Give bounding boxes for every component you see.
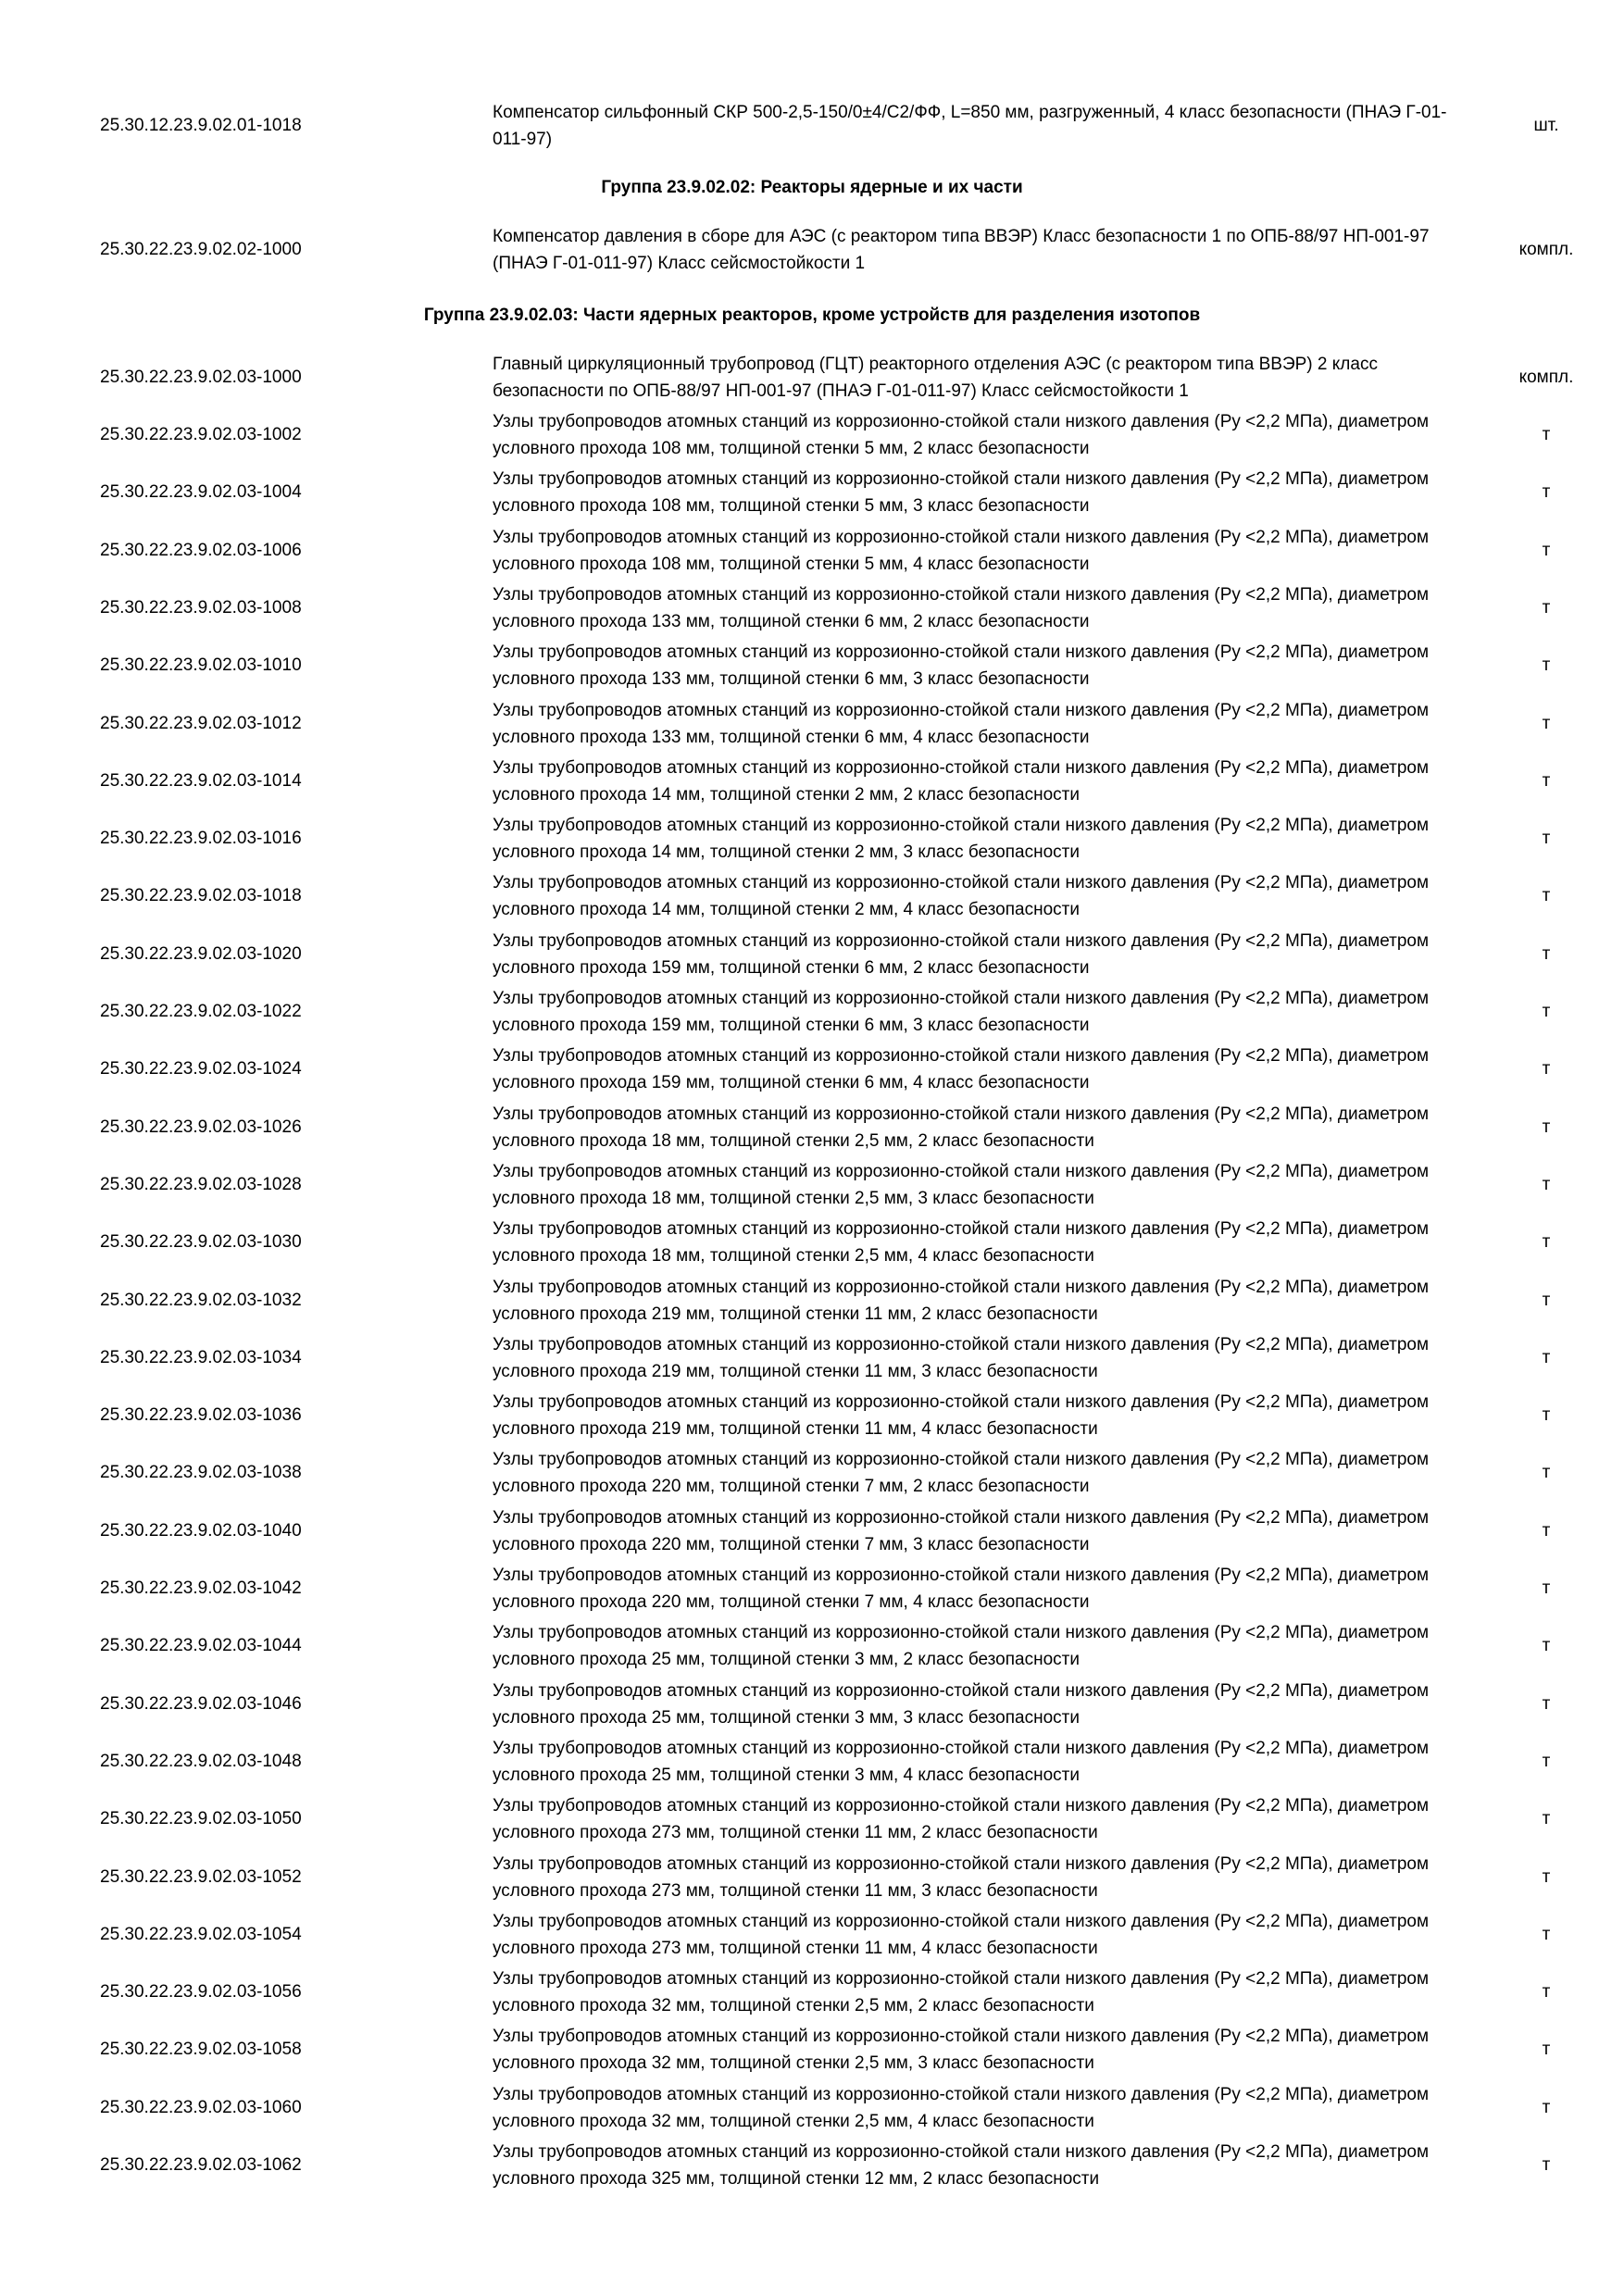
resource-code: 25.30.22.23.9.02.03-1050: [100, 1809, 302, 1829]
unit-of-measure: т: [1542, 829, 1551, 849]
table-row: [0, 1964, 1624, 2021]
resource-code: 25.30.22.23.9.02.03-1030: [100, 1232, 302, 1253]
unit-of-measure: т: [1542, 2040, 1551, 2060]
table-row: [0, 1444, 1624, 1502]
unit-of-measure: т: [1542, 425, 1551, 444]
resource-code: 25.30.22.23.9.02.03-1044: [100, 1636, 302, 1656]
resource-code: 25.30.22.23.9.02.03-1016: [100, 829, 302, 849]
table-row: [0, 1849, 1624, 1906]
resource-description: Узлы трубопроводов атомных станций из коррозионно-стойкой стали низкого давления (Ру <2,2 МПа), диаметром условного прохода 219 мм, толщиной стенки 11 мм, 4 класс безопасности: [493, 1392, 1430, 1440]
table-row: [0, 1791, 1624, 1848]
unit-of-measure: т: [1542, 1693, 1551, 1714]
unit-of-measure: т: [1542, 1174, 1551, 1194]
resource-description: Узлы трубопроводов атомных станций из коррозионно-стойкой стали низкого давления (Ру <2,2 МПа), диаметром условного прохода 220 мм, толщиной стенки 7 мм, 4 класс безопасности: [493, 1566, 1430, 1612]
table-row: [0, 1156, 1624, 1214]
resource-code: 25.30.22.23.9.02.03-1022: [100, 1002, 302, 1021]
resource-code: 25.30.22.23.9.02.03-1036: [100, 1405, 302, 1426]
table-row: [0, 1617, 1624, 1675]
resource-description: Узлы трубопроводов атомных станций из коррозионно-стойкой стали низкого давления (Ру <2,2 МПа), диаметром условного прохода 18 мм, толщиной стенки 2,5 мм, 3 класс безопасности: [493, 1161, 1430, 1208]
table-row: [0, 1906, 1624, 1964]
table-row: [0, 1733, 1624, 1791]
resource-description: Главный циркуляционный трубопровод (ГЦТ) реакторного отделения АЭС (с реактором типа ВВЭР) 2 класс безопасности по ОПБ-88/97 НП-001-97 (ПНАЭ Г-01-011-97) Класс сейсмостойкости 1: [493, 355, 1378, 401]
resource-description: Узлы трубопроводов атомных станций из коррозионно-стойкой стали низкого давления (Ру <2,2 МПа), диаметром условного прохода 32 мм, толщиной стенки 2,5 мм, 4 класс безопасности: [493, 2084, 1430, 2131]
resource-description: Узлы трубопроводов атомных станций из коррозионно-стойкой стали низкого давления (Ру <2,2 МПа), диаметром условного прохода 273 мм, толщиной стенки 11 мм, 3 класс безопасности: [493, 1853, 1430, 1901]
resource-code: 25.30.22.23.9.02.03-1038: [100, 1463, 302, 1483]
table-row: [0, 2137, 1624, 2194]
resource-description: Узлы трубопроводов атомных станций из коррозионно-стойкой стали низкого давления (Ру <2,2 МПа), диаметром условного прохода 14 мм, толщиной стенки 2 мм, 3 класс безопасности: [493, 816, 1430, 863]
resource-code: 25.30.22.23.9.02.03-1046: [100, 1693, 302, 1714]
resource-description: Узлы трубопроводов атомных станций из коррозионно-стойкой стали низкого давления (Ру <2,2 МПа), диаметром условного прохода 133 мм, толщиной стенки 6 мм, 4 класс безопасности: [493, 700, 1430, 747]
table-row: [0, 1560, 1624, 1617]
resource-code: 25.30.12.23.9.02.01-1018: [100, 116, 302, 135]
resource-code: 25.30.22.23.9.02.03-1054: [100, 1924, 302, 1944]
resource-description: Узлы трубопроводов атомных станций из коррозионно-стойкой стали низкого давления (Ру <2,2 МПа), диаметром условного прохода 25 мм, толщиной стенки 3 мм, 2 класс безопасности: [493, 1623, 1430, 1670]
table-row: [0, 97, 1624, 155]
table-row: [0, 1099, 1624, 1156]
unit-of-measure: т: [1542, 1405, 1551, 1426]
table-row: [0, 406, 1624, 464]
table-row: [0, 695, 1624, 753]
resource-description: Узлы трубопроводов атомных станций из коррозионно-стойкой стали низкого давления (Ру <2,2 МПа), диаметром условного прохода 25 мм, толщиной стенки 3 мм, 3 класс безопасности: [493, 1680, 1430, 1728]
unit-of-measure: компл.: [1518, 240, 1574, 259]
resource-code: 25.30.22.23.9.02.03-1020: [100, 943, 302, 964]
unit-of-measure: т: [1542, 540, 1551, 560]
resource-code: 25.30.22.23.9.02.03-1040: [100, 1520, 302, 1541]
resource-description: Узлы трубопроводов атомных станций из коррозионно-стойкой стали низкого давления (Ру <2,2 МПа), диаметром условного прохода 32 мм, толщиной стенки 2,5 мм, 2 класс безопасности: [493, 1969, 1430, 2016]
unit-of-measure: т: [1542, 943, 1551, 964]
resource-code: 25.30.22.23.9.02.03-1052: [100, 1866, 302, 1887]
table-row: [0, 983, 1624, 1041]
unit-of-measure: т: [1542, 597, 1551, 618]
resource-description: Узлы трубопроводов атомных станций из коррозионно-стойкой стали низкого давления (Ру <2,2 МПа), диаметром условного прохода 325 мм, толщиной стенки 12 мм, 2 класс безопасности: [493, 2142, 1430, 2189]
resource-description: Узлы трубопроводов атомных станций из коррозионно-стойкой стали низкого давления (Ру <2,2 МПа), диаметром условного прохода 108 мм, толщиной стенки 5 мм, 3 класс безопасности: [493, 469, 1430, 517]
table-row: [0, 221, 1624, 279]
resource-description: Узлы трубопроводов атомных станций из коррозионно-стойкой стали низкого давления (Ру <2,2 МПа), диаметром условного прохода 273 мм, толщиной стенки 11 мм, 2 класс безопасности: [493, 1796, 1430, 1843]
table-row: [0, 464, 1624, 521]
unit-of-measure: компл.: [1518, 368, 1574, 387]
unit-of-measure: т: [1542, 886, 1551, 906]
table-row: [0, 1676, 1624, 1733]
unit-of-measure: т: [1542, 1866, 1551, 1887]
resource-description: Узлы трубопроводов атомных станций из коррозионно-стойкой стали низкого давления (Ру <2,2 МПа), диаметром условного прохода 133 мм, толщиной стенки 6 мм, 3 класс безопасности: [493, 643, 1430, 690]
unit-of-measure: т: [1542, 1520, 1551, 1541]
unit-of-measure: т: [1542, 2155, 1551, 2175]
table-row: [0, 522, 1624, 580]
unit-of-measure: т: [1542, 1982, 1551, 2003]
unit-of-measure: шт.: [1533, 116, 1559, 135]
resource-description: Узлы трубопроводов атомных станций из коррозионно-стойкой стали низкого давления (Ру <2,2 МПа), диаметром условного прохода 18 мм, толщиной стенки 2,5 мм, 4 класс безопасности: [493, 1219, 1430, 1267]
table-row: [0, 2021, 1624, 2078]
unit-of-measure: т: [1542, 1636, 1551, 1656]
group-heading: Группа 23.9.02.02: Реакторы ядерные и их части: [601, 178, 1023, 197]
table-row: [0, 637, 1624, 694]
resource-code: 25.30.22.23.9.02.03-1034: [100, 1347, 302, 1367]
table-row: [0, 926, 1624, 983]
resource-code: 25.30.22.23.9.02.03-1026: [100, 1117, 302, 1137]
unit-of-measure: т: [1542, 713, 1551, 733]
resource-description: Узлы трубопроводов атомных станций из коррозионно-стойкой стали низкого давления (Ру <2,2 МПа), диаметром условного прохода 219 мм, толщиной стенки 11 мм, 3 класс безопасности: [493, 1334, 1430, 1381]
resource-description: Узлы трубопроводов атомных станций из коррозионно-стойкой стали низкого давления (Ру <2,2 МПа), диаметром условного прохода 18 мм, толщиной стенки 2,5 мм, 2 класс безопасности: [493, 1104, 1430, 1151]
resource-description: Узлы трубопроводов атомных станций из коррозионно-стойкой стали низкого давления (Ру <2,2 МПа), диаметром условного прохода 32 мм, толщиной стенки 2,5 мм, 3 класс безопасности: [493, 2027, 1430, 2074]
resource-code: 25.30.22.23.9.02.03-1028: [100, 1174, 302, 1194]
table-row: [0, 1329, 1624, 1387]
resource-description: Узлы трубопроводов атомных станций из коррозионно-стойкой стали низкого давления (Ру <2,2 МПа), диаметром условного прохода 219 мм, толщиной стенки 11 мм, 2 класс безопасности: [493, 1277, 1430, 1324]
table-row: [0, 1214, 1624, 1271]
resource-code: 25.30.22.23.9.02.03-1058: [100, 2040, 302, 2060]
unit-of-measure: т: [1542, 770, 1551, 791]
resource-code: 25.30.22.23.9.02.03-1042: [100, 1578, 302, 1598]
unit-of-measure: т: [1542, 1002, 1551, 1021]
table-row: [0, 867, 1624, 925]
resource-description: Узлы трубопроводов атомных станций из коррозионно-стойкой стали низкого давления (Ру <2,2 МПа), диаметром условного прохода 273 мм, толщиной стенки 11 мм, 4 класс безопасности: [493, 1911, 1430, 1958]
table-row: [0, 1387, 1624, 1444]
unit-of-measure: т: [1542, 2097, 1551, 2117]
table-row: [0, 580, 1624, 637]
resource-code: 25.30.22.23.9.02.03-1010: [100, 655, 302, 676]
resource-code: 25.30.22.23.9.02.03-1006: [100, 540, 302, 560]
resource-description: Узлы трубопроводов атомных станций из коррозионно-стойкой стали низкого давления (Ру <2,2 МПа), диаметром условного прохода 14 мм, толщиной стенки 2 мм, 2 класс безопасности: [493, 757, 1430, 805]
resource-description: Узлы трубопроводов атомных станций из коррозионно-стойкой стали низкого давления (Ру <2,2 МПа), диаметром условного прохода 25 мм, толщиной стенки 3 мм, 4 класс безопасности: [493, 1738, 1430, 1785]
resource-description: Узлы трубопроводов атомных станций из коррозионно-стойкой стали низкого давления (Ру <2,2 МПа), диаметром условного прохода 14 мм, толщиной стенки 2 мм, 4 класс безопасности: [493, 873, 1430, 920]
resource-description: Узлы трубопроводов атомных станций из коррозионно-стойкой стали низкого давления (Ру <2,2 МПа), диаметром условного прохода 220 мм, толщиной стенки 7 мм, 3 класс безопасности: [493, 1507, 1430, 1554]
unit-of-measure: т: [1542, 482, 1551, 503]
table-row: [0, 1272, 1624, 1329]
resource-description: Компенсатор сильфонный СКР 500-2,5-150/0±4/С2/ФФ, L=850 мм, разгруженный, 4 класс безопасности (ПНАЭ Г-01-011-97): [493, 103, 1447, 149]
unit-of-measure: т: [1542, 655, 1551, 676]
resource-code: 25.30.22.23.9.02.03-1032: [100, 1290, 302, 1310]
resource-code: 25.30.22.23.9.02.03-1062: [100, 2155, 302, 2175]
unit-of-measure: т: [1542, 1751, 1551, 1771]
resource-code: 25.30.22.23.9.02.03-1012: [100, 713, 302, 733]
unit-of-measure: т: [1542, 1924, 1551, 1944]
unit-of-measure: т: [1542, 1463, 1551, 1483]
unit-of-measure: т: [1542, 1347, 1551, 1367]
unit-of-measure: т: [1542, 1059, 1551, 1079]
resource-code: 25.30.22.23.9.02.03-1002: [100, 425, 302, 444]
unit-of-measure: т: [1542, 1578, 1551, 1598]
resource-code: 25.30.22.23.9.02.03-1048: [100, 1751, 302, 1771]
resource-code: 25.30.22.23.9.02.03-1014: [100, 770, 302, 791]
resource-code: 25.30.22.23.9.02.03-1056: [100, 1982, 302, 2003]
resource-code: 25.30.22.23.9.02.03-1018: [100, 886, 302, 906]
resource-code: 25.30.22.23.9.02.03-1000: [100, 368, 302, 387]
resource-code: 25.30.22.23.9.02.03-1004: [100, 482, 302, 503]
unit-of-measure: т: [1542, 1232, 1551, 1253]
unit-of-measure: т: [1542, 1809, 1551, 1829]
table-row: [0, 349, 1624, 406]
table-row: [0, 1041, 1624, 1098]
table-row: [0, 753, 1624, 810]
unit-of-measure: т: [1542, 1117, 1551, 1137]
resource-description: Узлы трубопроводов атомных станций из коррозионно-стойкой стали низкого давления (Ру <2,2 МПа), диаметром условного прохода 133 мм, толщиной стенки 6 мм, 2 класс безопасности: [493, 584, 1430, 631]
table-row: [0, 810, 1624, 867]
unit-of-measure: т: [1542, 1290, 1551, 1310]
resource-code: 25.30.22.23.9.02.03-1024: [100, 1059, 302, 1079]
resource-description: Узлы трубопроводов атомных станций из коррозионно-стойкой стали низкого давления (Ру <2,2 МПа), диаметром условного прохода 159 мм, толщиной стенки 6 мм, 3 класс безопасности: [493, 989, 1430, 1035]
resource-description: Компенсатор давления в сборе для АЭС (с реактором типа ВВЭР) Класс безопасности 1 по ОПБ-88/97 НП-001-97 (ПНАЭ Г-01-011-97) Класс сейсмостойкости 1: [493, 227, 1430, 273]
resource-description: Узлы трубопроводов атомных станций из коррозионно-стойкой стали низкого давления (Ру <2,2 МПа), диаметром условного прохода 108 мм, толщиной стенки 5 мм, 4 класс безопасности: [493, 527, 1430, 574]
table-row: [0, 2079, 1624, 2137]
resource-description: Узлы трубопроводов атомных станций из коррозионно-стойкой стали низкого давления (Ру <2,2 МПа), диаметром условного прохода 159 мм, толщиной стенки 6 мм, 4 класс безопасности: [493, 1046, 1430, 1093]
resource-description: Узлы трубопроводов атомных станций из коррозионно-стойкой стали низкого давления (Ру <2,2 МПа), диаметром условного прохода 220 мм, толщиной стенки 7 мм, 2 класс безопасности: [493, 1450, 1430, 1497]
resource-description: Узлы трубопроводов атомных станций из коррозионно-стойкой стали низкого давления (Ру <2,2 МПа), диаметром условного прохода 108 мм, толщиной стенки 5 мм, 2 класс безопасности: [493, 412, 1430, 458]
resource-code: 25.30.22.23.9.02.02-1000: [100, 240, 302, 259]
resource-description: Узлы трубопроводов атомных станций из коррозионно-стойкой стали низкого давления (Ру <2,2 МПа), диаметром условного прохода 159 мм, толщиной стенки 6 мм, 2 класс безопасности: [493, 930, 1430, 978]
resource-code: 25.30.22.23.9.02.03-1008: [100, 597, 302, 618]
group-heading: Группа 23.9.02.03: Части ядерных реакторов, кроме устройств для разделения изотопов: [423, 306, 1201, 325]
resource-code: 25.30.22.23.9.02.03-1060: [100, 2097, 302, 2117]
table-row: [0, 1503, 1624, 1560]
